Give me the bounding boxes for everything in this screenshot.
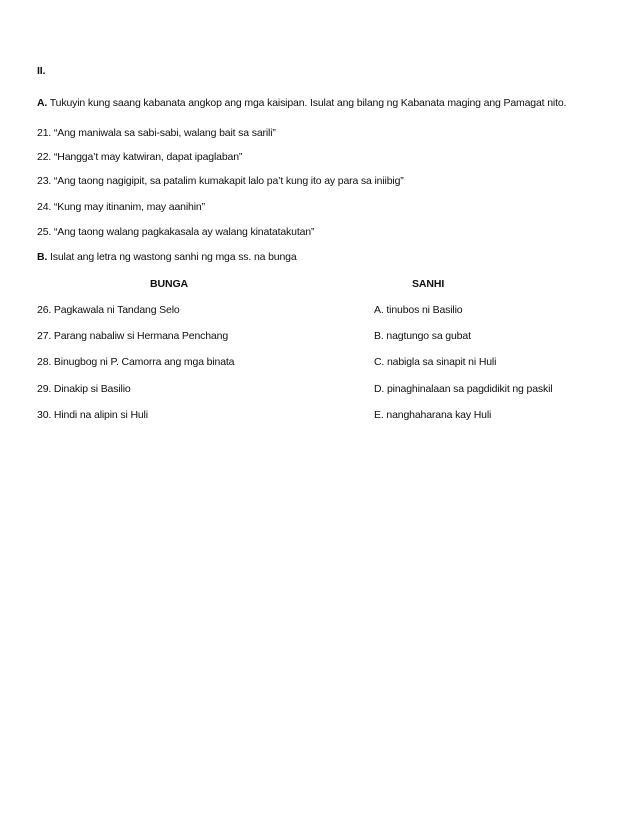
section-number: II. [37,65,46,77]
sanhi-item-c: C. nabigla sa sinapit ni Huli [374,356,497,368]
quote-item-24: 24. “Kung may itinanim, may aanihin” [37,201,205,213]
part-b-label: B. [37,251,48,263]
bunga-item-26: 26. Pagkawala ni Tandang Selo [37,304,180,316]
part-b-instruction: Isulat ang letra ng wastong sanhi ng mga ss. na bunga [49,251,297,263]
sanhi-item-a: A. tinubos ni Basilio [374,304,463,316]
quote-item-21: 21. “Ang maniwala sa sabi-sabi, walang bait sa sarili” [37,127,276,139]
sanhi-item-e: E. nanghaharana kay Huli [374,409,492,421]
bunga-item-30: 30. Hindi na alipin si Huli [37,409,148,421]
bunga-item-29: 29. Dinakip si Basilio [37,383,131,395]
part-b-instruction-line [37,250,297,264]
part-a-instruction-line [37,96,566,110]
part-a-instruction: Tukuyin kung saang kabanata angkop ang mga kaisipan. Isulat ang bilang ng Kabanata maging ang Pamagat nito. [49,97,567,109]
part-a-label: A. [37,97,48,109]
quote-item-25: 25. “Ang taong walang pagkakasala ay walang kinatatakutan” [37,226,315,238]
sanhi-item-d: D. pinaghinalaan sa pagdidikit ng paskil [374,383,553,395]
sanhi-item-b: B. nagtungo sa gubat [374,330,471,342]
bunga-column-header: BUNGA [150,278,188,290]
quote-item-22: 22. “Hangga’t may katwiran, dapat ipaglaban” [37,151,243,163]
bunga-item-27: 27. Parang nabaliw si Hermana Penchang [37,330,229,342]
bunga-item-28: 28. Binugbog ni P. Camorra ang mga binata [37,356,235,368]
sanhi-column-header: SANHI [412,278,445,290]
quote-item-23: 23. “Ang taong nagigipit, sa patalim kumakapit lalo pa’t kung ito ay para sa iniibig” [37,175,404,187]
